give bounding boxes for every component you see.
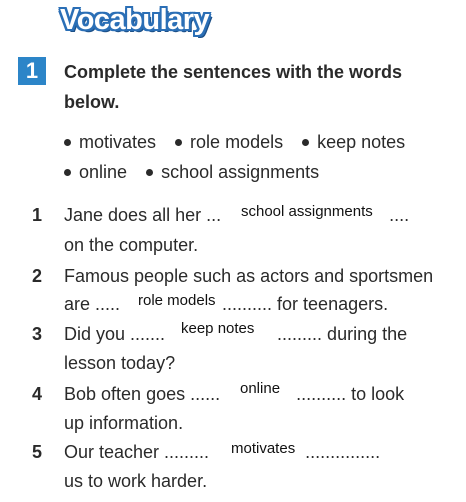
sentence-5-line-2: us to work harder. bbox=[64, 471, 208, 491]
sentence-4-line-1: Bob often goes ...... .......... to look bbox=[64, 384, 405, 404]
bullet-icon bbox=[64, 139, 71, 146]
sentence-4-line-2: up information. bbox=[64, 413, 184, 433]
word-bank-row-2 bbox=[64, 160, 333, 183]
section-title: Vocabulary bbox=[60, 4, 210, 36]
bullet-icon bbox=[175, 139, 182, 146]
bullet-icon bbox=[64, 169, 71, 176]
sentence-2-line-2: are ..... .......... for teenagers. bbox=[64, 294, 389, 314]
bullet-icon bbox=[146, 169, 153, 176]
word-bank-item: keep notes bbox=[302, 132, 405, 153]
answer-field[interactable]: school assignments bbox=[238, 203, 376, 220]
sentence-number: 5 bbox=[32, 442, 43, 462]
word-bank-row-1 bbox=[64, 130, 419, 153]
answer-field[interactable]: motivates bbox=[228, 440, 298, 457]
word-bank-item: school assignments bbox=[146, 162, 319, 183]
sentence-number: 4 bbox=[32, 384, 43, 404]
word-bank-item: motivates bbox=[64, 132, 156, 153]
sentence-1-line-1: Jane does all her ... .... bbox=[64, 205, 410, 225]
bullet-icon bbox=[302, 139, 309, 146]
sentence-number: 1 bbox=[32, 205, 43, 225]
word-bank-item: role models bbox=[175, 132, 283, 153]
sentence-number: 3 bbox=[32, 324, 43, 344]
exercise-instruction: Complete the sentences with the words below. bbox=[64, 62, 403, 112]
sentence-3-line-2: lesson today? bbox=[64, 353, 176, 373]
word-bank-item: online bbox=[64, 162, 127, 183]
sentence-number: 2 bbox=[32, 266, 43, 286]
answer-field[interactable]: role models bbox=[135, 292, 219, 309]
answer-field[interactable]: online bbox=[237, 380, 283, 397]
sentence-2-line-1: Famous people such as actors and sportsmen bbox=[64, 266, 434, 286]
answer-field[interactable]: keep notes bbox=[178, 320, 257, 337]
exercise-number-badge: 1 bbox=[18, 57, 46, 85]
sentence-3-line-1: Did you ....... ......... during the bbox=[64, 324, 408, 344]
sentence-1-line-2: on the computer. bbox=[64, 235, 199, 255]
sentence-5-line-1: Our teacher ......... ............... bbox=[64, 442, 381, 462]
